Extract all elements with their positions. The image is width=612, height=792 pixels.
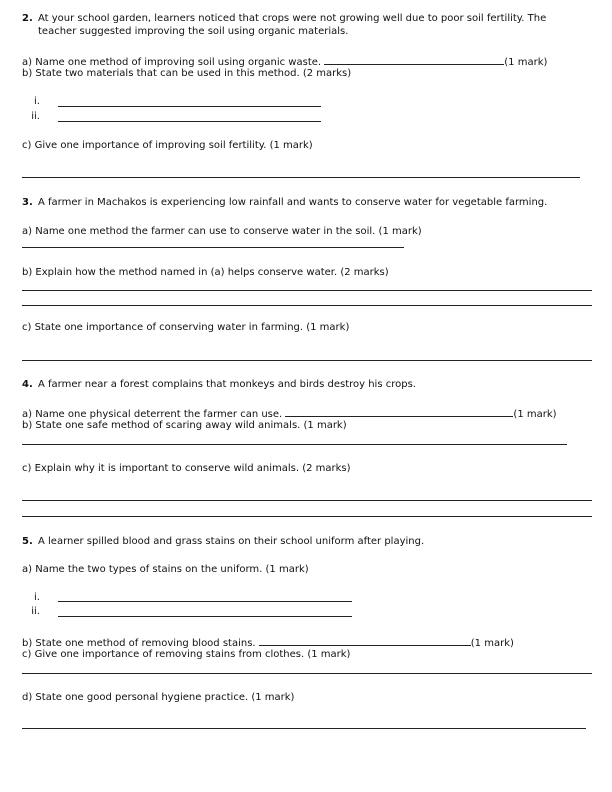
q5-part-a: a) Name the two types of stains on the uniform. (1 mark) [22,564,309,575]
q5-stem: A learner spilled blood and grass stains on their school uniform after playing. [38,536,425,547]
q2-b-answer-line-i[interactable] [58,106,321,107]
q5-part-c: c) Give one importance of removing stains from clothes. (1 mark) [22,649,351,660]
q4-a-text: a) Name one physical deterrent the farmer can use. [22,409,283,420]
q5-number: 5. [22,536,33,547]
q4-part-c: c) Explain why it is important to conserve wild animals. (2 marks) [22,463,351,474]
q2-part-a [22,55,547,69]
q3-stem: A farmer in Machakos is experiencing low rainfall and wants to conserve water for vegetable farming. [38,197,548,208]
q2-roman-i: i. [34,96,40,107]
q4-stem: A farmer near a forest complains that monkeys and birds destroy his crops. [38,379,416,390]
q3-b-answer-line-1[interactable] [22,290,592,291]
q4-a-mark: (1 mark) [513,409,557,420]
q2-a-answer-line[interactable] [324,55,504,65]
q3-a-answer-line[interactable] [22,247,404,248]
q2-stem-line2: teacher suggested improving the soil using organic materials. [38,26,349,37]
q5-roman-i: i. [34,592,40,603]
q5-a-answer-line-ii[interactable] [58,616,352,617]
q3-b-answer-line-2[interactable] [22,305,592,306]
q2-a-text: a) Name one method of improving soil using organic waste. [22,57,322,68]
q5-b-text: b) State one method of removing blood stains. [22,638,256,649]
q2-stem-line1: At your school garden, learners noticed that crops were not growing well due to poor soil fertility. The [38,13,547,24]
q5-part-d: d) State one good personal hygiene practice. (1 mark) [22,692,295,703]
q5-b-answer-line[interactable] [259,636,471,646]
q2-a-mark: (1 mark) [504,57,548,68]
q3-part-b: b) Explain how the method named in (a) helps conserve water. (2 marks) [22,267,389,278]
q2-part-c: c) Give one importance of improving soil fertility. (1 mark) [22,140,313,151]
q4-a-answer-line[interactable] [285,407,513,417]
q3-number: 3. [22,197,33,208]
q2-part-b: b) State two materials that can be used in this method. (2 marks) [22,68,352,79]
q2-number: 2. [22,13,33,24]
q3-part-a: a) Name one method the farmer can use to conserve water in the soil. (1 mark) [22,226,422,237]
q5-part-b [22,636,514,650]
q4-number: 4. [22,379,33,390]
q4-part-b: b) State one safe method of scaring away wild animals. (1 mark) [22,420,347,431]
q5-a-answer-line-i[interactable] [58,601,352,602]
q4-c-answer-line-1[interactable] [22,500,592,501]
q5-b-mark: (1 mark) [470,638,514,649]
q4-c-answer-line-2[interactable] [22,516,592,517]
q4-b-answer-line[interactable] [22,444,567,445]
q3-c-answer-line[interactable] [22,360,592,361]
q2-b-answer-line-ii[interactable] [58,121,321,122]
q5-c-answer-line[interactable] [22,673,592,674]
q5-d-answer-line[interactable] [22,728,586,729]
q4-part-a [22,407,557,421]
q5-roman-ii: ii. [31,606,40,617]
q2-roman-ii: ii. [31,111,40,122]
q3-part-c: c) State one importance of conserving water in farming. (1 mark) [22,322,350,333]
q2-c-answer-line[interactable] [22,177,580,178]
